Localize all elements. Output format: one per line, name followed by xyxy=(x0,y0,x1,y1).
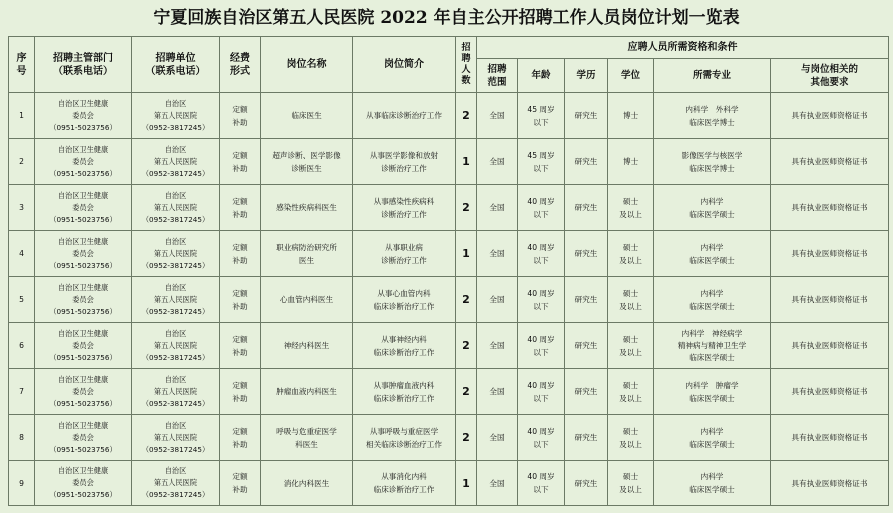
cell-post: 感染性疾病科医生 xyxy=(261,185,353,231)
table-row xyxy=(9,461,889,506)
cell-edu: 研究生 xyxy=(565,369,608,415)
cell-edu: 研究生 xyxy=(565,231,608,277)
cell-age: 40 周岁 以下 xyxy=(518,369,565,415)
cell-seq: 4 xyxy=(9,231,35,277)
cell-unit: 自治区 第五人民医院 （0952-3817245） xyxy=(132,277,220,323)
cell-age: 40 周岁 以下 xyxy=(518,415,565,461)
cell-age: 40 周岁 以下 xyxy=(518,185,565,231)
cell-intro: 从事临床诊断治疗工作 xyxy=(353,93,456,139)
header-degree: 学位 xyxy=(608,59,654,93)
table-row xyxy=(9,139,889,185)
cell-degree: 硕士 及以上 xyxy=(608,231,654,277)
cell-edu: 研究生 xyxy=(565,277,608,323)
cell-count: 2 xyxy=(456,93,477,139)
cell-degree: 博士 xyxy=(608,139,654,185)
table-row xyxy=(9,93,889,139)
cell-other: 具有执业医师资格证书 xyxy=(771,231,889,277)
cell-count: 2 xyxy=(456,277,477,323)
cell-intro: 从事消化内科 临床诊断治疗工作 xyxy=(353,461,456,506)
cell-age: 40 周岁 以下 xyxy=(518,323,565,369)
cell-dept: 自治区卫生健康 委员会 （0951-5023756） xyxy=(35,277,132,323)
cell-seq: 7 xyxy=(9,369,35,415)
cell-edu: 研究生 xyxy=(565,323,608,369)
header-dept: 招聘主管部门 （联系电话） xyxy=(35,37,132,93)
cell-intro: 从事职业病 诊断治疗工作 xyxy=(353,231,456,277)
cell-unit: 自治区 第五人民医院 （0952-3817245） xyxy=(132,369,220,415)
cell-dept: 自治区卫生健康 委员会 （0951-5023756） xyxy=(35,461,132,506)
cell-intro: 从事心血管内科 临床诊断治疗工作 xyxy=(353,277,456,323)
cell-other: 具有执业医师资格证书 xyxy=(771,93,889,139)
cell-age: 40 周岁 以下 xyxy=(518,231,565,277)
cell-major: 内科学 临床医学硕士 xyxy=(654,461,771,506)
table-body xyxy=(9,93,889,506)
cell-unit: 自治区 第五人民医院 （0952-3817245） xyxy=(132,185,220,231)
cell-major: 内科学 临床医学硕士 xyxy=(654,415,771,461)
cell-major: 内科学 外科学 临床医学博士 xyxy=(654,93,771,139)
table-row xyxy=(9,369,889,415)
header-major: 所需专业 xyxy=(654,59,771,93)
cell-post: 肿瘤血液内科医生 xyxy=(261,369,353,415)
cell-intro: 从事呼吸与重症医学 相关临床诊断治疗工作 xyxy=(353,415,456,461)
cell-intro: 从事感染性疾病科 诊断治疗工作 xyxy=(353,185,456,231)
cell-post: 心血管内科医生 xyxy=(261,277,353,323)
header-unit: 招聘单位 （联系电话） xyxy=(132,37,220,93)
cell-other: 具有执业医师资格证书 xyxy=(771,323,889,369)
cell-edu: 研究生 xyxy=(565,415,608,461)
cell-unit: 自治区 第五人民医院 （0952-3817245） xyxy=(132,139,220,185)
cell-unit: 自治区 第五人民医院 （0952-3817245） xyxy=(132,415,220,461)
cell-unit: 自治区 第五人民医院 （0952-3817245） xyxy=(132,323,220,369)
cell-other: 具有执业医师资格证书 xyxy=(771,415,889,461)
cell-unit: 自治区 第五人民医院 （0952-3817245） xyxy=(132,461,220,506)
cell-degree: 硕士 及以上 xyxy=(608,369,654,415)
cell-scope: 全国 xyxy=(477,461,518,506)
cell-scope: 全国 xyxy=(477,323,518,369)
header-count: 招 聘 人 数 xyxy=(456,37,477,93)
cell-count: 2 xyxy=(456,185,477,231)
cell-seq: 9 xyxy=(9,461,35,506)
cell-post: 超声诊断、医学影像 诊断医生 xyxy=(261,139,353,185)
cell-post: 消化内科医生 xyxy=(261,461,353,506)
cell-other: 具有执业医师资格证书 xyxy=(771,277,889,323)
cell-fund: 定额 补助 xyxy=(220,93,261,139)
table-row xyxy=(9,185,889,231)
table-row xyxy=(9,323,889,369)
cell-fund: 定额 补助 xyxy=(220,369,261,415)
cell-seq: 3 xyxy=(9,185,35,231)
cell-fund: 定额 补助 xyxy=(220,185,261,231)
cell-seq: 6 xyxy=(9,323,35,369)
cell-dept: 自治区卫生健康 委员会 （0951-5023756） xyxy=(35,139,132,185)
cell-count: 1 xyxy=(456,231,477,277)
cell-fund: 定额 补助 xyxy=(220,323,261,369)
cell-other: 具有执业医师资格证书 xyxy=(771,369,889,415)
cell-other: 具有执业医师资格证书 xyxy=(771,139,889,185)
cell-post: 神经内科医生 xyxy=(261,323,353,369)
cell-count: 2 xyxy=(456,415,477,461)
cell-age: 40 周岁 以下 xyxy=(518,461,565,506)
cell-scope: 全国 xyxy=(477,415,518,461)
cell-fund: 定额 补助 xyxy=(220,139,261,185)
cell-edu: 研究生 xyxy=(565,185,608,231)
cell-post: 临床医生 xyxy=(261,93,353,139)
header-scope: 招聘 范围 xyxy=(477,59,518,93)
cell-scope: 全国 xyxy=(477,185,518,231)
header-post: 岗位名称 xyxy=(261,37,353,93)
cell-edu: 研究生 xyxy=(565,93,608,139)
cell-major: 内科学 临床医学硕士 xyxy=(654,231,771,277)
cell-degree: 硕士 及以上 xyxy=(608,461,654,506)
cell-scope: 全国 xyxy=(477,231,518,277)
cell-degree: 硕士 及以上 xyxy=(608,415,654,461)
header-intro: 岗位简介 xyxy=(353,37,456,93)
cell-seq: 2 xyxy=(9,139,35,185)
header-edu: 学历 xyxy=(565,59,608,93)
cell-degree: 硕士 及以上 xyxy=(608,323,654,369)
cell-intro: 从事肿瘤血液内科 临床诊断治疗工作 xyxy=(353,369,456,415)
cell-dept: 自治区卫生健康 委员会 （0951-5023756） xyxy=(35,369,132,415)
cell-degree: 硕士 及以上 xyxy=(608,185,654,231)
header-other: 与岗位相关的 其他要求 xyxy=(771,59,889,93)
cell-unit: 自治区 第五人民医院 （0952-3817245） xyxy=(132,93,220,139)
cell-count: 2 xyxy=(456,323,477,369)
cell-other: 具有执业医师资格证书 xyxy=(771,461,889,506)
cell-dept: 自治区卫生健康 委员会 （0951-5023756） xyxy=(35,323,132,369)
cell-edu: 研究生 xyxy=(565,139,608,185)
cell-seq: 8 xyxy=(9,415,35,461)
cell-major: 内科学 神经病学 精神病与精神卫生学 临床医学硕士 xyxy=(654,323,771,369)
cell-other: 具有执业医师资格证书 xyxy=(771,185,889,231)
cell-unit: 自治区 第五人民医院 （0952-3817245） xyxy=(132,231,220,277)
cell-count: 1 xyxy=(456,461,477,506)
cell-fund: 定额 补助 xyxy=(220,461,261,506)
table-row xyxy=(9,277,889,323)
header-qualifications: 应聘人员所需资格和条件 xyxy=(477,37,889,59)
cell-degree: 硕士 及以上 xyxy=(608,277,654,323)
recruitment-table xyxy=(8,36,889,506)
cell-scope: 全国 xyxy=(477,139,518,185)
cell-post: 呼吸与危重症医学 科医生 xyxy=(261,415,353,461)
cell-seq: 5 xyxy=(9,277,35,323)
cell-count: 2 xyxy=(456,369,477,415)
cell-scope: 全国 xyxy=(477,369,518,415)
header-age: 年龄 xyxy=(518,59,565,93)
cell-major: 影像医学与核医学 临床医学博士 xyxy=(654,139,771,185)
cell-dept: 自治区卫生健康 委员会 （0951-5023756） xyxy=(35,231,132,277)
cell-edu: 研究生 xyxy=(565,461,608,506)
cell-seq: 1 xyxy=(9,93,35,139)
cell-degree: 博士 xyxy=(608,93,654,139)
cell-dept: 自治区卫生健康 委员会 （0951-5023756） xyxy=(35,415,132,461)
cell-major: 内科学 临床医学硕士 xyxy=(654,277,771,323)
cell-fund: 定额 补助 xyxy=(220,231,261,277)
cell-intro: 从事神经内科 临床诊断治疗工作 xyxy=(353,323,456,369)
header-fund: 经费 形式 xyxy=(220,37,261,93)
cell-age: 40 周岁 以下 xyxy=(518,277,565,323)
cell-age: 45 周岁 以下 xyxy=(518,93,565,139)
cell-scope: 全国 xyxy=(477,93,518,139)
table-row xyxy=(9,415,889,461)
header-seq: 序 号 xyxy=(9,37,35,93)
cell-major: 内科学 临床医学硕士 xyxy=(654,185,771,231)
cell-fund: 定额 补助 xyxy=(220,415,261,461)
cell-fund: 定额 补助 xyxy=(220,277,261,323)
table-row xyxy=(9,231,889,277)
cell-dept: 自治区卫生健康 委员会 （0951-5023756） xyxy=(35,93,132,139)
page-title: 宁夏回族自治区第五人民医院 2022 年自主公开招聘工作人员岗位计划一览表 xyxy=(153,8,740,28)
cell-scope: 全国 xyxy=(477,277,518,323)
cell-intro: 从事医学影像和放射 诊断治疗工作 xyxy=(353,139,456,185)
cell-post: 职业病防治研究所 医生 xyxy=(261,231,353,277)
cell-age: 45 周岁 以下 xyxy=(518,139,565,185)
cell-count: 1 xyxy=(456,139,477,185)
cell-major: 内科学 肿瘤学 临床医学硕士 xyxy=(654,369,771,415)
cell-dept: 自治区卫生健康 委员会 （0951-5023756） xyxy=(35,185,132,231)
